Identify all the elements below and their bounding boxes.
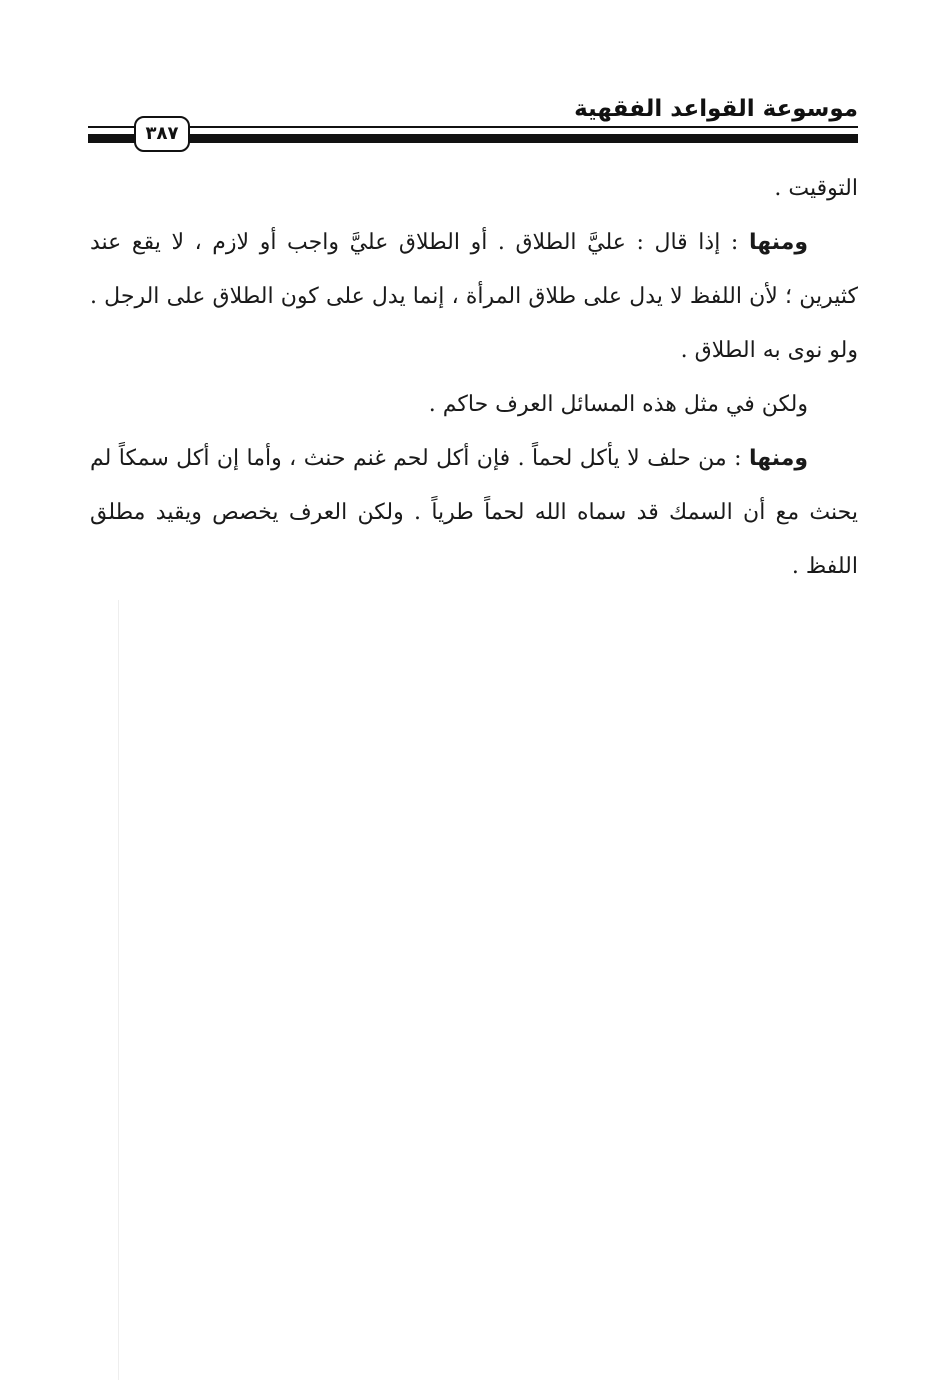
paragraph-2-text: : إذا قال : عليَّ الطلاق . أو الطلاق عليَّ واجب أو لازم ، لا يقع عند كثيرين ؛ لأن اللفظ لا يدل على طلاق المرأة ، إنما يدل على كون الطلاق على الرجل . ولو نوى به الطلاق . [90, 230, 858, 363]
paragraph-4 [90, 432, 858, 594]
header-rule-thick [88, 134, 858, 143]
paragraph-4-lead: ومنها [748, 446, 808, 471]
paragraph-3 [90, 378, 858, 432]
running-header [88, 88, 858, 158]
book-title: موسوعة القواعد الفقهية [574, 96, 858, 122]
paragraph-2 [90, 216, 858, 378]
paragraph-1-text: التوقيت . [774, 176, 858, 201]
scan-artifact-line [118, 600, 119, 1380]
paragraph-4-text: : من حلف لا يأكل لحماً . فإن أكل لحم غنم حنث ، وأما إن أكل سمكاً لم يحنث مع أن السمك قد سماه الله لحماً طرياً . ولكن العرف يخصص ويقيد مطلق اللفظ . [90, 446, 858, 579]
page-number-badge: ٣٨٧ [134, 116, 190, 152]
header-rule-thin [88, 126, 858, 128]
paragraph-3-text: ولكن في مثل هذه المسائل العرف حاكم . [428, 392, 808, 417]
paragraph-1 [90, 162, 858, 216]
paragraph-2-lead: ومنها [748, 230, 808, 255]
page-body [90, 162, 858, 594]
